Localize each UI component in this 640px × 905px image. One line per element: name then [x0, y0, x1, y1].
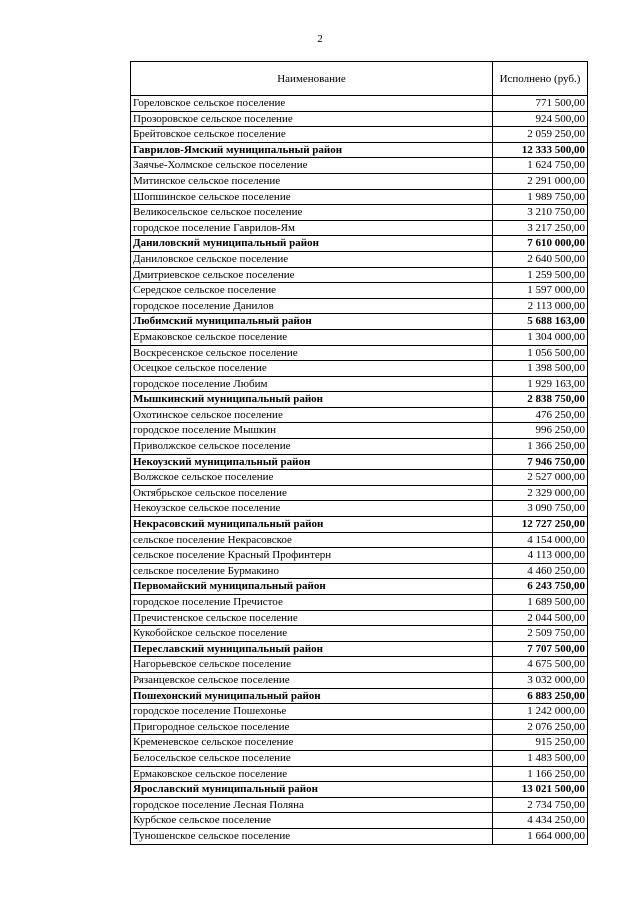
row-amount: 915 250,00	[493, 735, 588, 751]
row-amount: 6 883 250,00	[493, 688, 588, 704]
table-row	[131, 423, 588, 439]
table-row	[131, 657, 588, 673]
row-amount: 3 210 750,00	[493, 205, 588, 221]
row-amount: 3 032 000,00	[493, 672, 588, 688]
row-amount: 2 291 000,00	[493, 173, 588, 189]
row-name: Даниловское сельское поселение	[131, 251, 493, 267]
table-row	[131, 735, 588, 751]
district-row	[131, 236, 588, 252]
row-name: Пригородное сельское поселение	[131, 719, 493, 735]
row-amount: 2 329 000,00	[493, 485, 588, 501]
row-amount: 476 250,00	[493, 407, 588, 423]
row-name: Середское сельское поселение	[131, 283, 493, 299]
row-name: Нагорьевское сельское поселение	[131, 657, 493, 673]
district-row	[131, 314, 588, 330]
row-amount: 12 727 250,00	[493, 517, 588, 533]
row-amount: 1 929 163,00	[493, 376, 588, 392]
row-amount: 1 483 500,00	[493, 750, 588, 766]
row-amount: 1 597 000,00	[493, 283, 588, 299]
header-name: Наименование	[131, 62, 493, 96]
table-row	[131, 828, 588, 844]
row-amount: 1 398 500,00	[493, 361, 588, 377]
district-row	[131, 688, 588, 704]
row-name: Мышкинский муниципальный район	[131, 392, 493, 408]
row-name: городское поселение Любим	[131, 376, 493, 392]
table-row	[131, 501, 588, 517]
table-row	[131, 485, 588, 501]
row-name: Брейтовское сельское поселение	[131, 127, 493, 143]
row-name: Митинское сельское поселение	[131, 173, 493, 189]
row-amount: 5 688 163,00	[493, 314, 588, 330]
row-name: Переславский муниципальный район	[131, 641, 493, 657]
table-row	[131, 766, 588, 782]
district-row	[131, 579, 588, 595]
row-amount: 1 989 750,00	[493, 189, 588, 205]
row-amount: 7 707 500,00	[493, 641, 588, 657]
table-row	[131, 548, 588, 564]
row-amount: 3 217 250,00	[493, 220, 588, 236]
row-name: Первомайский муниципальный район	[131, 579, 493, 595]
row-amount: 1 242 000,00	[493, 704, 588, 720]
district-row	[131, 392, 588, 408]
table-row	[131, 704, 588, 720]
table-row	[131, 189, 588, 205]
row-amount: 2 059 250,00	[493, 127, 588, 143]
row-name: Курбское сельское поселение	[131, 813, 493, 829]
row-name: Ярославский муниципальный район	[131, 782, 493, 798]
row-name: Октябрьское сельское поселение	[131, 485, 493, 501]
row-name: Пошехонский муниципальный район	[131, 688, 493, 704]
table-row	[131, 376, 588, 392]
table-row	[131, 111, 588, 127]
table-row	[131, 813, 588, 829]
row-name: городское поселение Пошехонье	[131, 704, 493, 720]
row-amount: 12 333 500,00	[493, 142, 588, 158]
row-name: Любимский муниципальный район	[131, 314, 493, 330]
row-name: сельское поселение Бурмакино	[131, 563, 493, 579]
table-row	[131, 532, 588, 548]
row-name: городское поселение Пречистое	[131, 595, 493, 611]
row-amount: 2 734 750,00	[493, 797, 588, 813]
row-name: сельское поселение Красный Профинтерн	[131, 548, 493, 564]
row-name: Воскресенское сельское поселение	[131, 345, 493, 361]
table-row	[131, 439, 588, 455]
row-amount: 2 509 750,00	[493, 626, 588, 642]
row-name: Охотинское сельское поселение	[131, 407, 493, 423]
table-row	[131, 267, 588, 283]
row-name: Пречистенское сельское поселение	[131, 610, 493, 626]
row-amount: 7 946 750,00	[493, 454, 588, 470]
row-name: городское поселение Лесная Поляна	[131, 797, 493, 813]
district-row	[131, 641, 588, 657]
row-amount: 1 366 250,00	[493, 439, 588, 455]
table-row	[131, 298, 588, 314]
row-name: Гореловское сельское поселение	[131, 96, 493, 112]
page-number: 2	[317, 33, 323, 45]
row-amount: 2 640 500,00	[493, 251, 588, 267]
row-amount: 4 434 250,00	[493, 813, 588, 829]
table-row	[131, 127, 588, 143]
row-amount: 4 113 000,00	[493, 548, 588, 564]
table-row	[131, 719, 588, 735]
row-name: Кукобойское сельское поселение	[131, 626, 493, 642]
table-row	[131, 96, 588, 112]
table-row	[131, 470, 588, 486]
table-row	[131, 610, 588, 626]
row-name: Ермаковское сельское поселение	[131, 766, 493, 782]
row-name: Кременевское сельское поселение	[131, 735, 493, 751]
district-row	[131, 782, 588, 798]
district-row	[131, 517, 588, 533]
row-amount: 1 664 000,00	[493, 828, 588, 844]
row-amount: 7 610 000,00	[493, 236, 588, 252]
row-name: городское поселение Гаврилов-Ям	[131, 220, 493, 236]
row-name: Шопшинское сельское поселение	[131, 189, 493, 205]
row-amount: 1 166 250,00	[493, 766, 588, 782]
row-name: городское поселение Мышкин	[131, 423, 493, 439]
table-row	[131, 329, 588, 345]
row-name: Приволжское сельское поселение	[131, 439, 493, 455]
table-header-row	[131, 62, 588, 96]
row-name: Дмитриевское сельское поселение	[131, 267, 493, 283]
row-name: Волжское сельское поселение	[131, 470, 493, 486]
row-amount: 771 500,00	[493, 96, 588, 112]
row-name: Белосельское сельское поселение	[131, 750, 493, 766]
district-row	[131, 142, 588, 158]
row-amount: 2 076 250,00	[493, 719, 588, 735]
row-name: Рязанцевское сельское поселение	[131, 672, 493, 688]
table-row	[131, 220, 588, 236]
row-amount: 13 021 500,00	[493, 782, 588, 798]
row-amount: 1 056 500,00	[493, 345, 588, 361]
row-name: Некрасовский муниципальный район	[131, 517, 493, 533]
row-name: Великосельское сельское поселение	[131, 205, 493, 221]
row-name: Некоузское сельское поселение	[131, 501, 493, 517]
row-amount: 2 527 000,00	[493, 470, 588, 486]
table-row	[131, 407, 588, 423]
row-amount: 4 675 500,00	[493, 657, 588, 673]
row-amount: 924 500,00	[493, 111, 588, 127]
row-name: Некоузский муниципальный район	[131, 454, 493, 470]
row-amount: 3 090 750,00	[493, 501, 588, 517]
row-name: Заячье-Холмское сельское поселение	[131, 158, 493, 174]
table-row	[131, 750, 588, 766]
row-amount: 996 250,00	[493, 423, 588, 439]
budget-table	[130, 61, 588, 845]
row-name: Даниловский муниципальный район	[131, 236, 493, 252]
table-row	[131, 251, 588, 267]
row-name: городское поселение Данилов	[131, 298, 493, 314]
table-row	[131, 563, 588, 579]
table-row	[131, 173, 588, 189]
row-name: сельское поселение Некрасовское	[131, 532, 493, 548]
table-row	[131, 626, 588, 642]
row-name: Туношенское сельское поселение	[131, 828, 493, 844]
table-row	[131, 595, 588, 611]
row-amount: 1 304 000,00	[493, 329, 588, 345]
row-name: Прозоровское сельское поселение	[131, 111, 493, 127]
table-row	[131, 283, 588, 299]
row-amount: 2 838 750,00	[493, 392, 588, 408]
row-amount: 2 044 500,00	[493, 610, 588, 626]
table-row	[131, 205, 588, 221]
row-amount: 4 154 000,00	[493, 532, 588, 548]
table-body	[131, 96, 588, 845]
table-row	[131, 361, 588, 377]
row-amount: 4 460 250,00	[493, 563, 588, 579]
header-amount: Исполнено (руб.)	[493, 62, 588, 96]
row-name: Гаврилов-Ямский муниципальный район	[131, 142, 493, 158]
row-amount: 1 689 500,00	[493, 595, 588, 611]
row-name: Осецкое сельское поселение	[131, 361, 493, 377]
row-amount: 6 243 750,00	[493, 579, 588, 595]
table-row	[131, 797, 588, 813]
row-amount: 1 624 750,00	[493, 158, 588, 174]
row-amount: 2 113 000,00	[493, 298, 588, 314]
row-name: Ермаковское сельское поселение	[131, 329, 493, 345]
district-row	[131, 454, 588, 470]
table-row	[131, 158, 588, 174]
table-row	[131, 672, 588, 688]
table-row	[131, 345, 588, 361]
row-amount: 1 259 500,00	[493, 267, 588, 283]
